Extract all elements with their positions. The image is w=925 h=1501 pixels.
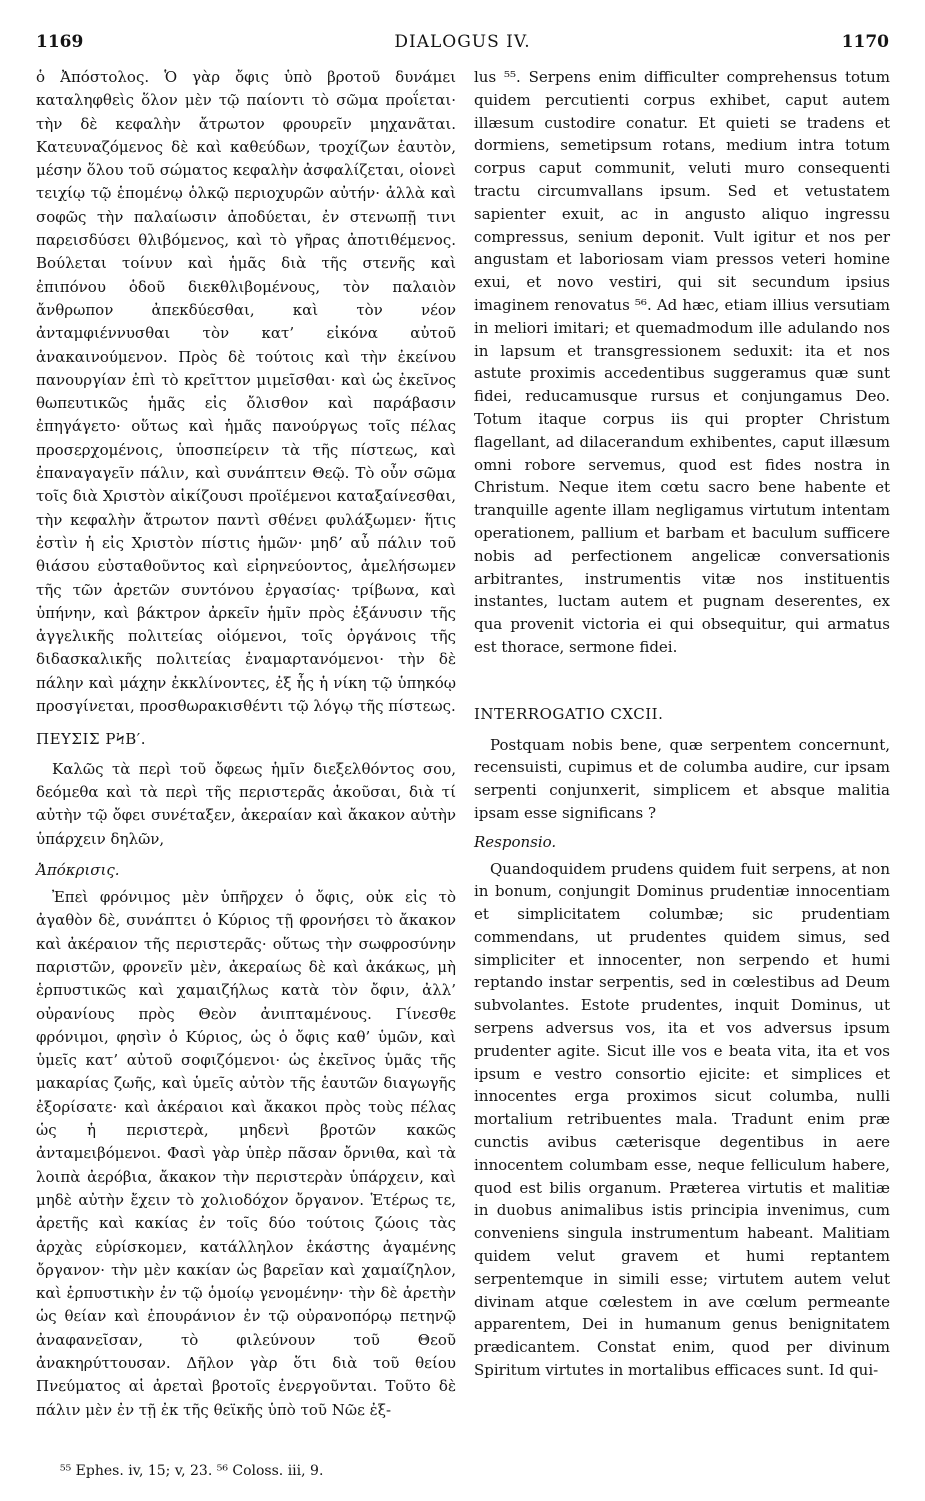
latin-response-text: Quandoquidem prudens quidem fuit serpens, at non in bonum, conjungit Dominus prudentiæ innocentiam et simplicitatem columbæ; sic prudentiam commendans, ut prudentes quidem simus, sed simpliciter et innocenter, non serpendo et humi reptando instar serpentis, sed in cœlestibus ad Deum subvolantes. Estote prudentes, inquit Dominus, ut serpens adversus vos, ita et vos adversus ipsum prudenter agite. Sicut ille vos e beata vita, ita et vos ipsum e vestro consortio ejicite: et simplices et innocentes erga proximos sicut columba, nulli mortalium retribuentes mala. Tradunt enim præ cunctis avibus cæterisque degentibus in aere innocentem columbam esse, neque felliculum habere, quod est bilis organum. Præterea virtutis et malitiæ in duobus animalibus istis principia invenimus, cum conveniens singula instrumentum habeant. Malitiam quidem velut gravem et humi reptantem serpentemque in simili esse; virtutem autem velut divinam atque cœlestem in ave cœlum permeante apparentem, Dei in humanum genus benignitatem prædicantem. Constat enim, quod per divinum Spiritum virtutes in mortalibus efficaces sunt. Id qui-: [474, 859, 890, 1380]
latin-response-heading: Responsio.: [474, 832, 557, 851]
greek-response-text: Ἐπεὶ φρόνιμος μὲν ὑπῆρχεν ὁ ὄφις, οὐκ εἰς τὸ ἀγαθὸν δὲ, συνάπτει ὁ Κύριος τῇ φρονήσει τὸ ἄκακον καὶ ἀκέραιον τῆς περιστερᾶς· οὕτως τὴν σωφροσύνην παριστῶν, φρονεῖν μὲν, ἀκεραίως δὲ καὶ ἀκάκως, μὴ ἑρπυστικῶς καὶ χαμαιζήλως κατὰ τὸν ὄφιν, ἀλλ’ οὐρανίους πρὸς Θεὸν ἀνιπταμένους. Γίνεσθε φρόνιμοι, φησὶν ὁ Κύριος, ὡς ὁ ὄφις καθ’ ὑμῶν, καὶ ὑμεῖς κατ’ αὐτοῦ σοφιζόμενοι· ὡς ἐκεῖνος ὑμᾶς τῆς μακαρίας ζωῆς, καὶ ὑμεῖς αὐτὸν τῆς ἑαυτῶν διαγωγῆς ἐξορίσατε· καὶ ἀκέραιοι καὶ ἄκακοι πρὸς τοὺς πέλας ὡς ἡ περιστερὰ, μηδενὶ βροτῶν κακῶς ἀνταμειβόμενοι. Φασὶ γὰρ ὑπὲρ πᾶσαν ὄρνιθα, καὶ τὰ λοιπὰ ἀερόβια, ἄκακον τὴν περιστερὰν ὑπάρχειν, καὶ μηδὲ αὐτὴν ἔχειν τὸ χολιοδόχον ὄργανον. Ἑτέρως τε, ἀρετῆς καὶ κακίας ἐν τοῖς δύο τούτοις ζώοις τὰς ἀρχὰς εὑρίσκομεν, κατάλληλον ἑκάστης ἀγαμένης ὄργανον· τὴν μὲν κακίαν ὡς βαρεῖαν καὶ χαμαίζηλον, καὶ ἑρπυστικὴν ἐν τῷ ὁμοίῳ γενομένην· τὴν δὲ ἀρετὴν ὡς θείαν καὶ ἐπουράνιον ἐν τῷ οὐρανοπόρῳ πετηνῷ ἀναφανεῖσαν, τὸ φιλεύνουν τοῦ Θεοῦ ἀνακηρύττουσαν. Δῆλον γὰρ ὅτι διὰ τοῦ θείου Πνεύματος αἱ ἀρεταὶ βροτοῖς ἐνεργοῦνται. Τοῦτο δὲ πάλιν μὲν ἐν τῇ ἐκ τῆς θεϊκῆς ὑπὸ τοῦ Νῶε ἐξ-: [36, 888, 456, 1419]
greek-question-text: Καλῶς τὰ περὶ τοῦ ὄφεως ἡμῖν διεξελθόντος σου, δεόμεθα καὶ τὰ περὶ τῆς περιστερᾶς ἀκοῦσαι, διὰ τί αὐτὴν τῷ ὄφει συνέταξεν, ἀκεραίαν καὶ ἄκακον αὐτὴν ὑπάρχειν δηλῶν,: [36, 759, 456, 848]
page-header: [36, 32, 889, 58]
page-number-left: 1169: [36, 32, 84, 52]
latin-paragraph-1: lus ⁵⁵. Serpens enim difficulter comprehensus totum quidem percutienti corpus exhibet, caput autem illæsum custodire conatur. Et quieti se tradens et dormiens, semetipsum rotans, medium intra totum corpus caput communit, veluti muro consequenti tractu circumvallans ipsum. Sed et vetustatem sapienter exuit, ac in angusto aliquo ingressu compressus, senium deponit. Vult igitur et nos per angustam et laboriosam viam pressos veteri homine exui, et novo vestiri, qui sit secundum ipsius imaginem renovatus ⁵⁶. Ad hæc, etiam illius versutiam in meliori imitari; et quemadmodum ille adulando nos in lapsum et transgressionem seduxit: ita et nos astute proximis accedentibus suggeramus quæ sunt fidei, reducamusque rursus et conjungamus Deo. Totum itaque corpus iis qui propter Christum flagellant, ad dilacerandum exhibentes, caput illæsum omni robore servemus, quod est fides nostra in Christum. Neque item cœtu sacro bene habente et tranquille agente illam negligamus virtutum intentam operationem, pallium et barbam et baculum sufficere nobis ad perfectionem angelicæ conversationis arbitrantes, instrumentis vitæ nos instituentis instantes, luctam autem et pugnam deserentes, ex qua provenit victoria ei qui obsequitur, qui armatus est thorace, sermone fidei.: [474, 68, 890, 656]
latin-question-heading: INTERROGATIO CXCII.: [474, 704, 664, 723]
greek-column: [36, 66, 456, 1422]
page-number-right: 1170: [841, 32, 889, 52]
greek-response-heading: Ἀπόκρισις.: [36, 860, 120, 879]
latin-question-text: Postquam nobis bene, quæ serpentem concernunt, recensuisti, cupimus et de columba audire, cur ipsam serpenti conjunxerit, simplicem et absque malitia ipsam esse significans ?: [474, 735, 890, 822]
latin-column: [474, 66, 890, 1382]
greek-paragraph-1: ὁ Ἀπόστολος. Ὁ γὰρ ὄφις ὑπὸ βροτοῦ δυνάμει καταληφθεὶς ὅλον μὲν τῷ παίοντι τὸ σῶμα προΐεται· τὴν δὲ κεφαλὴν ἄτρωτον φρουρεῖν μηχανᾶται. Κατευναζόμενος δὲ καὶ καθεύδων, τροχίζων ἑαυτὸν, μέσην ὅλου τοῦ σώματος κεφαλὴν ἀσφαλίζεται, οἱονεὶ τειχίῳ τῷ ἑπομένῳ ὁλκῷ περιοχυρῶν αὐτήν· ἀλλὰ καὶ σοφῶς τὴν παλαίωσιν ἀποδύεται, ἐν στενωπῇ τινι παρεισδύσει θλιβόμενος, καὶ τὸ γῆρας ἀποτιθέμενος. Βούλεται τοίνυν καὶ ἡμᾶς διὰ τῆς στενῆς καὶ ἐπιπόνου ὁδοῦ διεκθλιβομένους, τὸν παλαιὸν ἄνθρωπον ἀπεκδύεσθαι, καὶ τὸν νέον ἀνταμφιέννυσθαι τὸν κατ’ εἰκόνα αὐτοῦ ἀνακαινούμενον. Πρὸς δὲ τούτοις καὶ τὴν ἐκείνου πανουργίαν ἐπὶ τὸ κρεῖττον μιμεῖσθαι· καὶ ὡς ἐκεῖνος θωπευτικῶς ἡμᾶς εἰς ὄλισθον καὶ παράβασιν ἐπηγάγετο· οὕτως καὶ ἡμᾶς πανούργως τοῖς πέλας προσερχομένοις, ὑποσπείρειν τὰ τῆς πίστεως, καὶ ἐπαναγαγεῖν πάλιν, καὶ συνάπτειν Θεῷ. Τὸ οὖν σῶμα τοῖς διὰ Χριστὸν αἰκίζουσι προϊέμενοι καταξαίνεσθαι, τὴν κεφαλὴν ἄτρωτον παντὶ σθένει φυλάξωμεν· ἥτις ἐστὶν ἡ εἰς Χριστὸν πίστις ἡμῶν· μηδ’ αὖ πάλιν τοῦ θιάσου εὐσταθοῦντος καὶ εἰρηνεύοντος, ἀμελήσωμεν τῆς τῶν ἀρετῶν συντόνου ἐργασίας· τρίβωνα, καὶ ὑπήνην, καὶ βάκτρον ἀρκεῖν ἡμῖν πρὸς ἐξάνυσιν τῆς ἀγγελικῆς πολιτείας οἰόμενοι, τοῖς ὀργάνοις τῆς διδασκαλικῆς πολιτείας ἐναμαρτανόμενοι· τὴν δὲ πάλην καὶ μάχην ἐκκλίνοντες, ἐξ ἧς ἡ νίκη τῷ ὑπηκόῳ προσγίνεται, προσθωρακισθέντι τῷ λόγῳ τῆς πίστεως.: [36, 68, 456, 716]
greek-question-heading: ΠΕΥΣΙΣ ΡϞΒ′.: [36, 730, 146, 749]
running-title: DIALOGUS IV.: [394, 32, 531, 52]
footnote: ⁵⁵ Ephes. iv, 15; v, 23. ⁵⁶ Coloss. iii, 9.: [60, 1463, 324, 1479]
